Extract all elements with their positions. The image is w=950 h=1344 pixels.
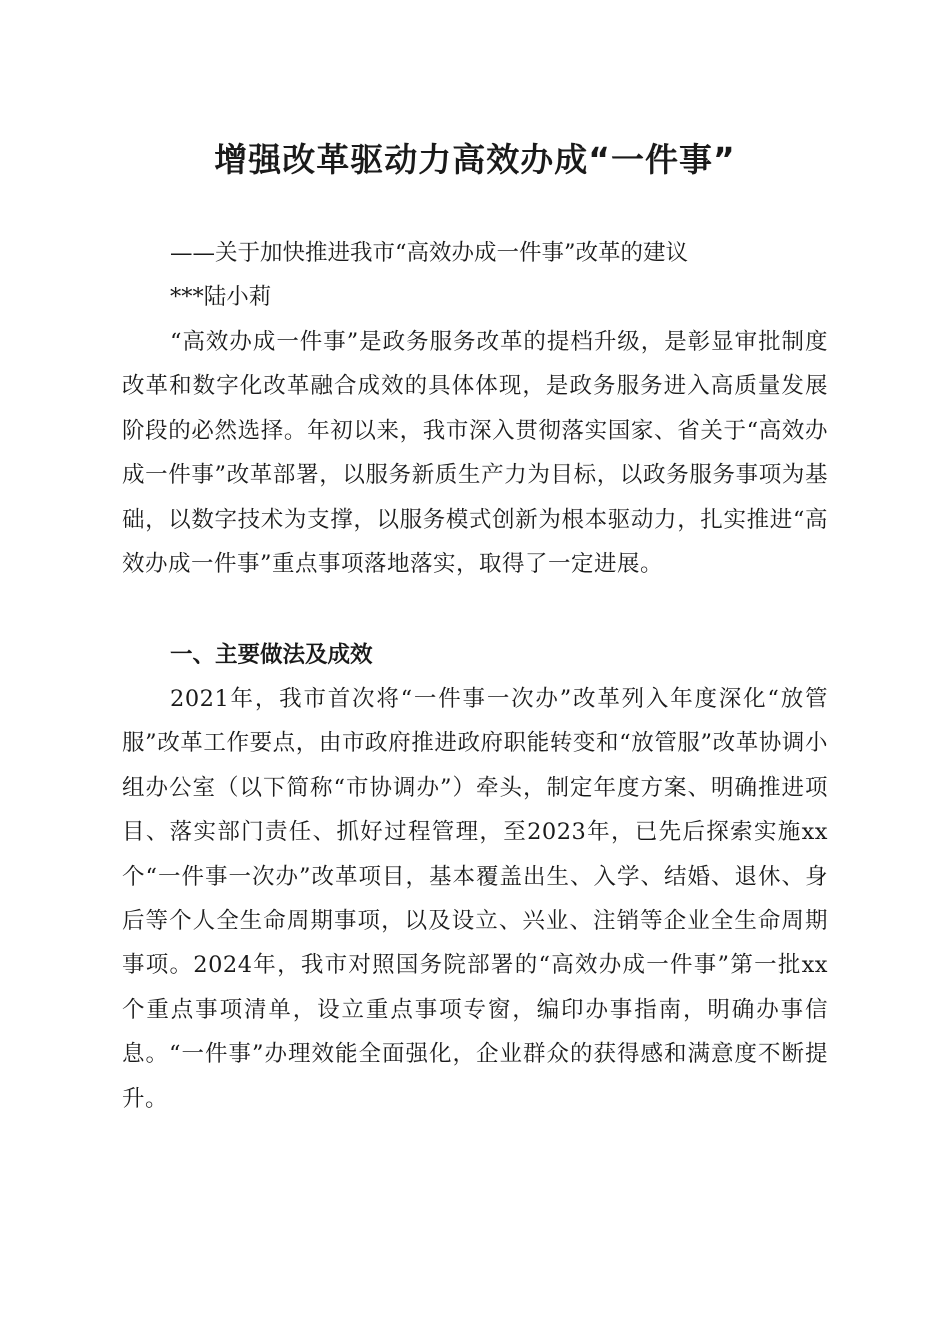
- document-title: 增强改革驱动力高效办成“一件事”: [214, 140, 736, 179]
- section-paragraph: 2021年，我市首次将“一件事一次办”改革列入年度深化“放管服”改革工作要点，由市政府推进政府职能转变和“放管服”改革协调小组办公室（以下简称“市协调办”）牵头，制定年度方案、明确推进项目、落实部门责任、抓好过程管理，至2023年，已先后探索实施xx个“一件事一次办”改革项目，基本覆盖出生、入学、结婚、退休、身后等个人全生命周期事项，以及设立、兴业、注销等企业全生命周期事项。2024年，我市对照国务院部署的“高效办成一件事”第一批xx个重点事项清单，设立重点事项专窗，编印办事指南，明确办事信息。“一件事”办理效能全面强化，企业群众的获得感和满意度不断提升。: [122, 686, 828, 1112]
- section-heading: 一、主要做法及成效: [170, 642, 373, 668]
- document-author: ***陆小莉: [170, 284, 272, 310]
- document-subtitle: ——关于加快推进我市“高效办成一件事”改革的建议: [170, 240, 689, 266]
- intro-paragraph: “高效办成一件事”是政务服务改革的提档升级，是彰显审批制度改革和数字化改革融合成效的具体体现，是政务服务进入高质量发展阶段的必然选择。年初以来，我市深入贯彻落实国家、省关于“高效办成一件事”改革部署，以服务新质生产力为目标，以政务服务事项为基础，以数字技术为支撑，以服务模式创新为根本驱动力，扎实推进“高效办成一件事”重点事项落地落实，取得了一定进展。: [122, 329, 828, 578]
